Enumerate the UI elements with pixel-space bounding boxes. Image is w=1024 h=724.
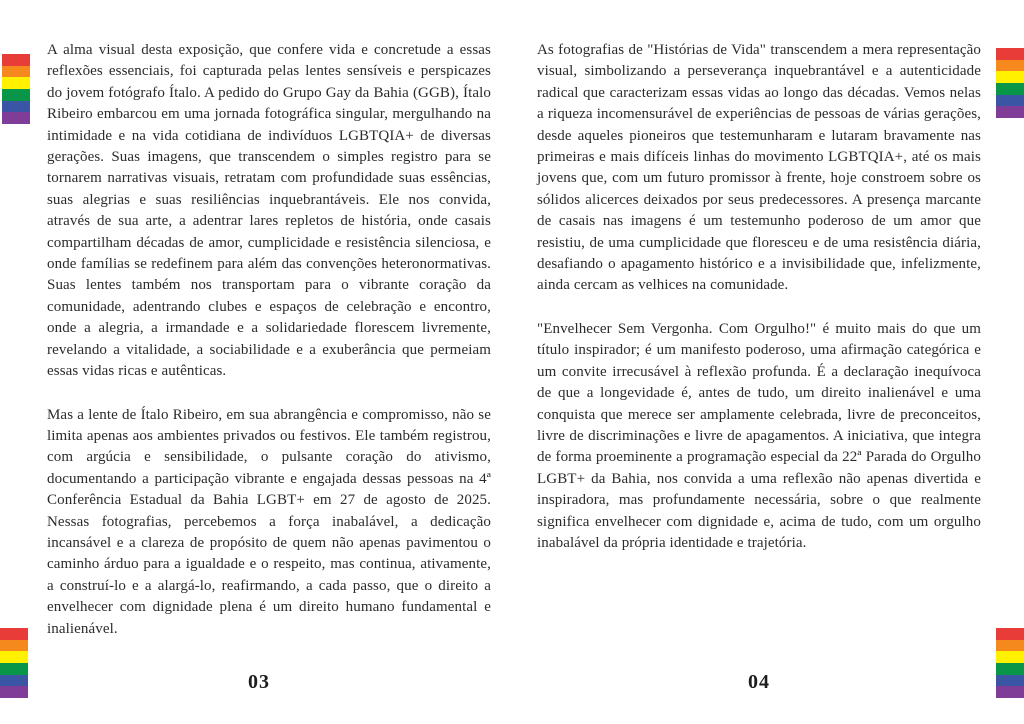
page-number-right: 04 (748, 671, 770, 693)
pride-flag-icon (0, 628, 28, 698)
page-number-left: 03 (248, 671, 270, 693)
pride-flag-icon (2, 54, 30, 124)
page-right-text-column (537, 40, 981, 576)
pride-flag-icon (996, 48, 1024, 118)
paragraph: "Envelhecer Sem Vergonha. Com Orgulho!" é muito mais do que um título inspirador; é um manifesto poderoso, uma afirmação categórica e um convite irrecusável à reflexão profunda. É a declaração inequívoca de que a longevidade é, antes de tudo, um direito inalienável e uma conquista que merece ser amplamente celebrada, livre de preconceitos, livre de discriminações e livre de apagamentos. A iniciativa, que integra de forma proeminente a programação especial da 22ª Parada do Orgulho LGBT+ da Bahia, nos convida a uma reflexão não apenas divertida e inspiradora, mas profundamente necessária, sobre o que realmente significa envelhecer com dignidade e, acima de tudo, com um orgulho inabalável da própria identidade e trajetória. (537, 320, 981, 551)
paragraph: As fotografias de "Histórias de Vida" transcendem a mera representação visual, simbolizando a perseverança inquebrantável e a autenticidade radical que caracterizam essas vidas ao longo das décadas. Vemos nelas a riqueza incomensurável de experiências de pessoas de várias gerações, desde aqueles pioneiros que testemunharam e lutaram bravamente nas primeiras e mais difíceis linhas do movimento LGBTQIA+, até os mais jovens que, com um futuro promissor à frente, hoje constroem sobre os sólidos alicerces deixados por seus predecessores. A presença marcante de casais nas imagens é um testemunho poderoso de um amor que resistiu, de uma cumplicidade que floresceu e de uma resistência diária, desafiando o apagamento histórico e a invisibilidade que, infelizmente, ainda cercam as velhices na comunidade. (537, 42, 981, 294)
page-left-text-column (47, 40, 491, 662)
paragraph: A alma visual desta exposição, que confere vida e concretude a essas reflexões essenciais, foi capturada pelas lentes sensíveis e perspicazes do jovem fotógrafo Ítalo. A pedido do Grupo Gay da Bahia (GGB), Ítalo Ribeiro embarcou em uma jornada fotográfica singular, mergulhando na intimidade e na vida cotidiana de indivíduos LGBTQIA+ de diversas gerações. Suas imagens, que transcendem o simples registro para se tornarem narrativas visuais, retratam com profundidade suas essências, suas alegrias e suas resiliências inquebrantáveis. Ele nos convida, através de sua arte, a adentrar lares repletos de história, onde casais compartilham décadas de amor, cumplicidade e resistência silenciosa, e onde famílias se redefinem para além das convenções heteronormativas. Suas lentes também nos transportam para o vibrante coração da comunidade, adentrando clubes e espaços de celebração e encontro, onde a alegria, a irmandade e a solidariedade florescem livremente, revelando a vitalidade, a sociabilidade e a exuberância que permeiam essas vidas ricas e autênticas. (47, 42, 491, 380)
pride-flag-icon (996, 628, 1024, 698)
paragraph: Mas a lente de Ítalo Ribeiro, em sua abrangência e compromisso, não se limita apenas aos ambientes privados ou festivos. Ele também registrou, com argúcia e sensibilidade, o pulsante coração do ativismo, documentando a participação vibrante e engajada dessas pessoas na 4ª Conferência Estadual da Bahia LGBT+ em 27 de agosto de 2025. Nessas fotografias, percebemos a força inabalável, a dedicação incansável e a clareza de propósito de quem não apenas pavimentou o caminho árduo para a igualdade e o respeito, mas continua, ativamente, a construí-lo e a alargá-lo, reafirmando, a cada passo, que o direito a envelhecer com dignidade plena é um direito humano fundamental e inalienável. (47, 406, 491, 637)
